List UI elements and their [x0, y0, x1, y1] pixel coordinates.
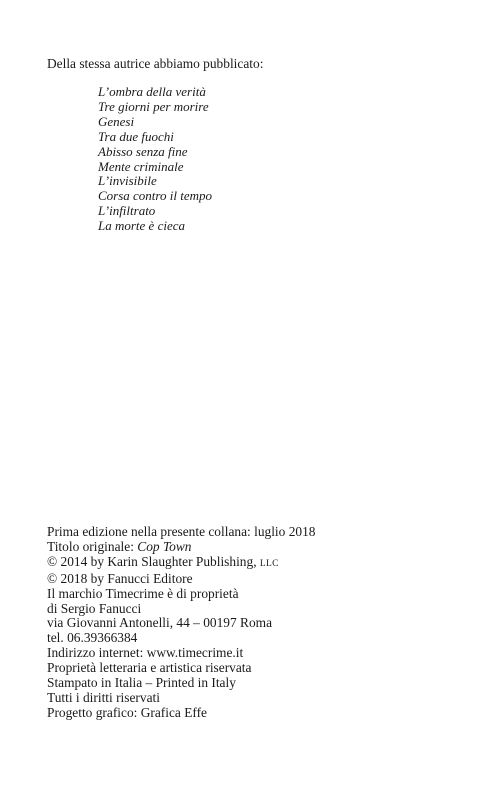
rights-all-line: Tutti i diritti riservati — [47, 689, 160, 705]
original-title-line — [47, 540, 315, 555]
original-title-label: Titolo originale: — [47, 538, 138, 554]
copyright-author: © 2014 by Karin Slaughter Publishing, — [47, 553, 260, 569]
book-title: La morte è cieca — [98, 218, 186, 234]
book-title: L’ombra della verità — [98, 84, 206, 99]
copyright-author-suffix: LLC — [259, 558, 279, 569]
original-title: Cop Town — [137, 538, 192, 554]
trademark-owner-line: di Sergio Fanucci — [47, 600, 142, 616]
colophon — [47, 525, 315, 721]
book-title: Abisso senza fine — [98, 143, 188, 159]
book-title: L’infiltrato — [98, 203, 156, 219]
rights-literary-line: Proprietà letteraria e artistica riservata — [47, 660, 252, 676]
book-title: Mente criminale — [98, 158, 184, 174]
phone-line: tel. 06.39366384 — [47, 630, 138, 646]
book-title: Tre giorni per morire — [98, 98, 209, 114]
book-title: Corsa contro il tempo — [98, 188, 212, 204]
address-line: via Giovanni Antonelli, 44 – 00197 Roma — [47, 615, 273, 631]
website-line: Indirizzo internet: www.timecrime.it — [47, 645, 244, 661]
book-title: Genesi — [98, 113, 135, 129]
trademark-line: Il marchio Timecrime è di proprietà — [47, 585, 239, 601]
book-title: L’invisibile — [98, 173, 157, 189]
edition-line: Prima edizione nella presente collana: luglio 2018 — [47, 524, 316, 539]
design-line: Progetto grafico: Grafica Effe — [47, 704, 207, 720]
copyright-publisher-line: © 2018 by Fanucci Editore — [47, 570, 193, 586]
printed-line: Stampato in Italia – Printed in Italy — [47, 675, 236, 691]
book-title: Tra due fuochi — [98, 128, 174, 144]
intro-heading: Della stessa autrice abbiamo pubblicato: — [47, 56, 264, 71]
book-list — [98, 85, 212, 234]
copyright-author-line — [47, 555, 315, 572]
